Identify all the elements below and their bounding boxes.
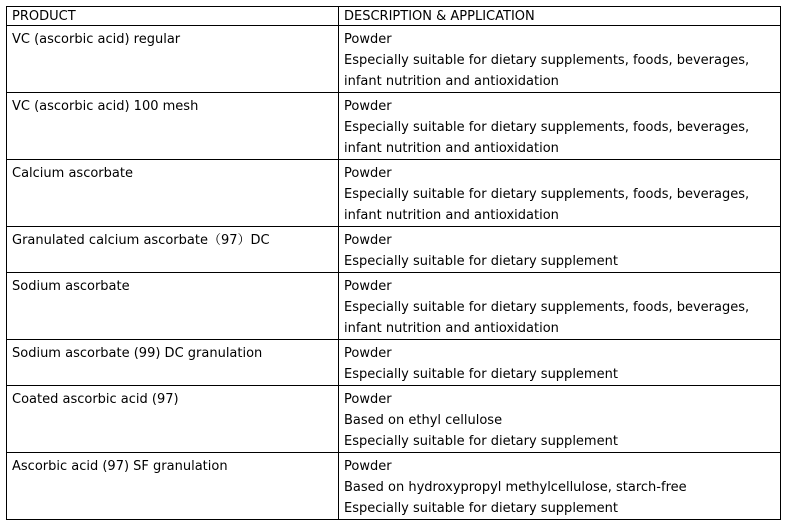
description-line: Powder bbox=[344, 166, 392, 181]
description-cell bbox=[339, 273, 781, 340]
description-line: Powder bbox=[344, 99, 392, 114]
product-cell: Sodium ascorbate bbox=[7, 273, 339, 340]
product-cell: Sodium ascorbate (99) DC granulation bbox=[7, 340, 339, 386]
table-row bbox=[7, 26, 781, 93]
description-line: Especially suitable for dietary supplements, foods, beverages, infant nutrition and antioxidation bbox=[344, 300, 750, 336]
product-cell: Granulated calcium ascorbate（97）DC bbox=[7, 227, 339, 273]
table-row bbox=[7, 93, 781, 160]
description-line: Especially suitable for dietary supplement bbox=[344, 434, 618, 449]
description-cell bbox=[339, 453, 781, 520]
description-line: Especially suitable for dietary supplements, foods, beverages, infant nutrition and antioxidation bbox=[344, 53, 750, 89]
table-row bbox=[7, 160, 781, 227]
product-table bbox=[6, 6, 781, 520]
table-row bbox=[7, 386, 781, 453]
description-cell bbox=[339, 160, 781, 227]
description-line: Especially suitable for dietary supplements, foods, beverages, infant nutrition and antioxidation bbox=[344, 187, 750, 223]
product-cell: Calcium ascorbate bbox=[7, 160, 339, 227]
description-cell bbox=[339, 386, 781, 453]
description-line: Powder bbox=[344, 392, 392, 407]
description-line: Especially suitable for dietary supplements, foods, beverages, infant nutrition and antioxidation bbox=[344, 120, 750, 156]
header-product: PRODUCT bbox=[7, 7, 339, 26]
product-cell: VC (ascorbic acid) 100 mesh bbox=[7, 93, 339, 160]
product-cell: VC (ascorbic acid) regular bbox=[7, 26, 339, 93]
product-cell: Ascorbic acid (97) SF granulation bbox=[7, 453, 339, 520]
description-cell bbox=[339, 227, 781, 273]
description-line: Powder bbox=[344, 32, 392, 47]
product-cell: Coated ascorbic acid (97) bbox=[7, 386, 339, 453]
description-line: Based on ethyl cellulose bbox=[344, 413, 503, 428]
table-row bbox=[7, 453, 781, 520]
table-row bbox=[7, 227, 781, 273]
description-line: Powder bbox=[344, 279, 392, 294]
description-line: Powder bbox=[344, 346, 392, 361]
description-cell bbox=[339, 93, 781, 160]
description-line: Especially suitable for dietary supplement bbox=[344, 254, 618, 269]
table-row bbox=[7, 340, 781, 386]
description-line: Based on hydroxypropyl methylcellulose, starch-free bbox=[344, 480, 687, 495]
description-line: Powder bbox=[344, 233, 392, 248]
header-description: DESCRIPTION & APPLICATION bbox=[339, 7, 781, 26]
description-line: Especially suitable for dietary supplement bbox=[344, 367, 618, 382]
description-line: Powder bbox=[344, 459, 392, 474]
header-row bbox=[7, 7, 781, 26]
description-line: Especially suitable for dietary supplement bbox=[344, 501, 618, 516]
table-row bbox=[7, 273, 781, 340]
description-cell bbox=[339, 26, 781, 93]
description-cell bbox=[339, 340, 781, 386]
